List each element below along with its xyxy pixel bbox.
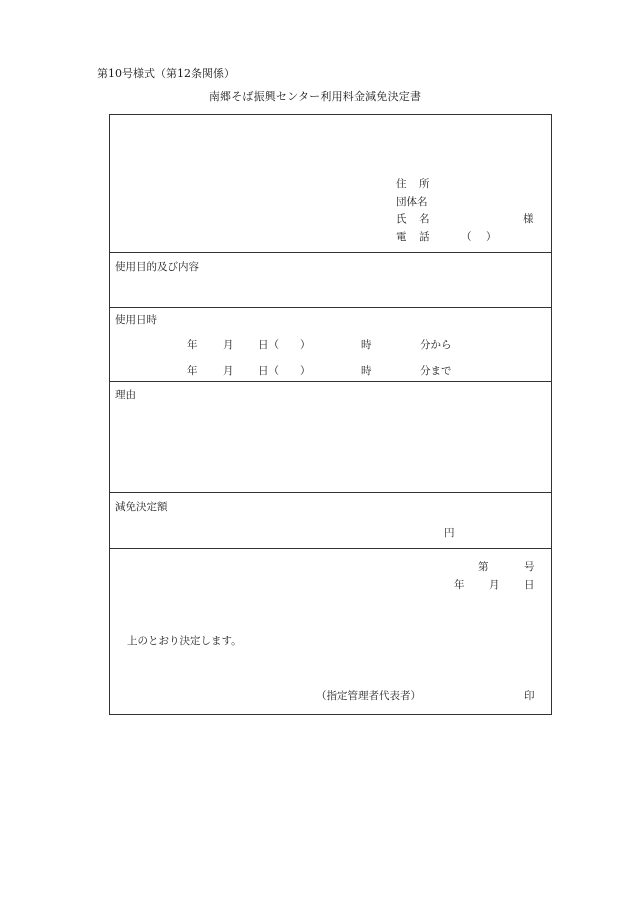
divider xyxy=(110,381,551,382)
number-suffix: 号 xyxy=(524,561,535,573)
hour-label: 時 xyxy=(361,339,372,351)
phone-label-1: 電 xyxy=(396,231,407,243)
weekday-paren-close: ） xyxy=(300,365,311,377)
divider xyxy=(110,252,551,253)
divider xyxy=(110,307,551,308)
decision-day-label: 日 xyxy=(524,579,535,591)
minute-from-label: 分から xyxy=(420,339,452,351)
day-label: 日（ xyxy=(258,365,279,377)
exemption-amount-label: 減免決定額 xyxy=(115,501,168,513)
minute-until-label: 分まで xyxy=(420,365,452,377)
divider xyxy=(110,548,551,549)
form-frame xyxy=(109,114,552,715)
month-label: 月 xyxy=(223,339,234,351)
yen-unit: 円 xyxy=(444,527,455,539)
weekday-paren-close: ） xyxy=(300,339,311,351)
day-label: 日（ xyxy=(258,339,279,351)
purpose-label: 使用目的及び内容 xyxy=(115,261,199,273)
form-number: 第10号様式（第12条関係） xyxy=(97,67,235,80)
month-label: 月 xyxy=(223,365,234,377)
honorific-sama: 様 xyxy=(523,213,534,225)
phone-label-2: 話 xyxy=(419,231,430,243)
name-label-2: 名 xyxy=(419,213,430,225)
reason-label: 理由 xyxy=(115,389,136,401)
usage-datetime-label: 使用日時 xyxy=(115,314,157,326)
address-label-1: 住 xyxy=(396,178,407,190)
divider xyxy=(110,492,551,493)
number-prefix: 第 xyxy=(478,561,489,573)
issuer-label: （指定管理者代表者） xyxy=(316,690,421,702)
decision-year-label: 年 xyxy=(454,579,465,591)
document-title: 南郷そば振興センター利用料金減免決定書 xyxy=(208,90,422,103)
phone-paren-close: ） xyxy=(486,231,497,243)
decision-statement: 上のとおり決定します。 xyxy=(127,635,242,647)
address-label-2: 所 xyxy=(419,178,430,190)
year-label: 年 xyxy=(187,365,198,377)
name-label-1: 氏 xyxy=(396,213,407,225)
phone-paren-open: （ xyxy=(461,231,472,243)
year-label: 年 xyxy=(187,339,198,351)
seal-mark: 印 xyxy=(524,690,535,702)
decision-month-label: 月 xyxy=(489,579,500,591)
hour-label: 時 xyxy=(361,365,372,377)
group-name-label: 団体名 xyxy=(396,196,428,208)
